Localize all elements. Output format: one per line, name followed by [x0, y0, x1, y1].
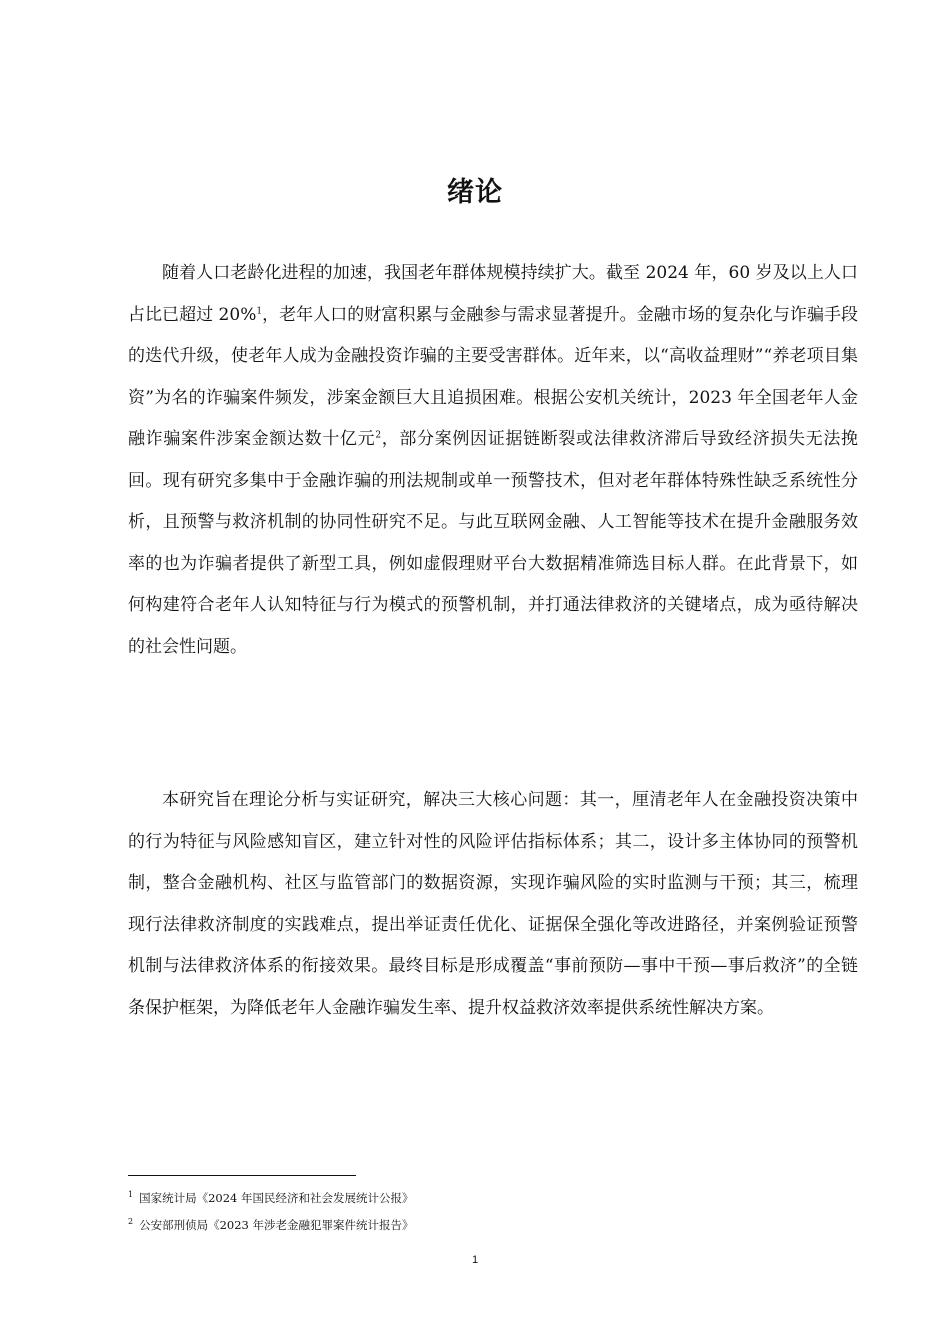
page-number: 1 — [471, 1254, 479, 1266]
footnote-2 — [128, 1214, 414, 1233]
paragraph-1-text-c: ，部分案例因证据链断裂或法律救济滞后导致经济损失无法挽回。现有研究多集中于金融诈骗的刑法规制或单一预警技术，但对老年群体特殊性缺乏系统性分析，且预警与救济机制的协同性研究不足。与此互联网金融、人工智能等技术在提升金融服务效率的也为诈骗者提供了新型工具，例如虚假理财平台大数据精准筛选目标人群。在此背景下，如何构建符合老年人认知特征与行为模式的预警机制，并打通法律救济的关键堵点，成为亟待解决的社会性问题。 — [128, 429, 859, 657]
footnote-reference-1[interactable]: 1 — [256, 305, 263, 316]
footnote-1 — [128, 1187, 414, 1206]
footnote-2-text: 公安部刑侦局《2023 年涉老金融犯罪案件统计报告》 — [139, 1217, 414, 1232]
footnote-separator — [128, 1175, 356, 1176]
paragraph-1-text-a: 随着人口老龄化进程的加速，我国老年群体规模持续扩大。截至 2024 年，60 岁及以上人口占比已超过 20% — [128, 263, 858, 325]
intro-paragraph-1 — [128, 253, 858, 668]
footnote-2-mark: 2 — [128, 1217, 134, 1226]
footnote-reference-2[interactable]: 2 — [375, 430, 382, 441]
intro-paragraph-2: 本研究旨在理论分析与实证研究，解决三大核心问题：其一，厘清老年人在金融投资决策中的行为特征与风险感知盲区，建立针对性的风险评估指标体系；其二，设计多主体协同的预警机制，整合金融机构、社区与监管部门的数据资源，实现诈骗风险的实时监测与干预；其三，梳理现行法律救济制度的实践难点，提出举证责任优化、证据保全强化等改进路径，并案例验证预警机制与法律救济体系的衔接效果。最终目标是形成覆盖“事前预防—事中干预—事后救济”的全链条保护框架，为降低老年人金融诈骗发生率、提升权益救济效率提供系统性解决方案。 — [128, 790, 858, 1018]
footnote-1-text: 国家统计局《2024 年国民经济和社会发展统计公报》 — [139, 1190, 414, 1205]
page-title: 绪论 — [447, 177, 503, 208]
paragraph-1-text-b: ，老年人口的财富积累与金融参与需求显著提升。金融市场的复杂化与诈骗手段的迭代升级，使老年人成为金融投资诈骗的主要受害群体。近年来，以“高收益理财”“养老项目集资”为名的诈骗案件频发，涉案金额巨大且追损困难。根据公安机关统计，2023 年全国老年人金融诈骗案件涉案金额达数十亿元 — [128, 304, 858, 449]
footnote-1-mark: 1 — [128, 1190, 134, 1199]
